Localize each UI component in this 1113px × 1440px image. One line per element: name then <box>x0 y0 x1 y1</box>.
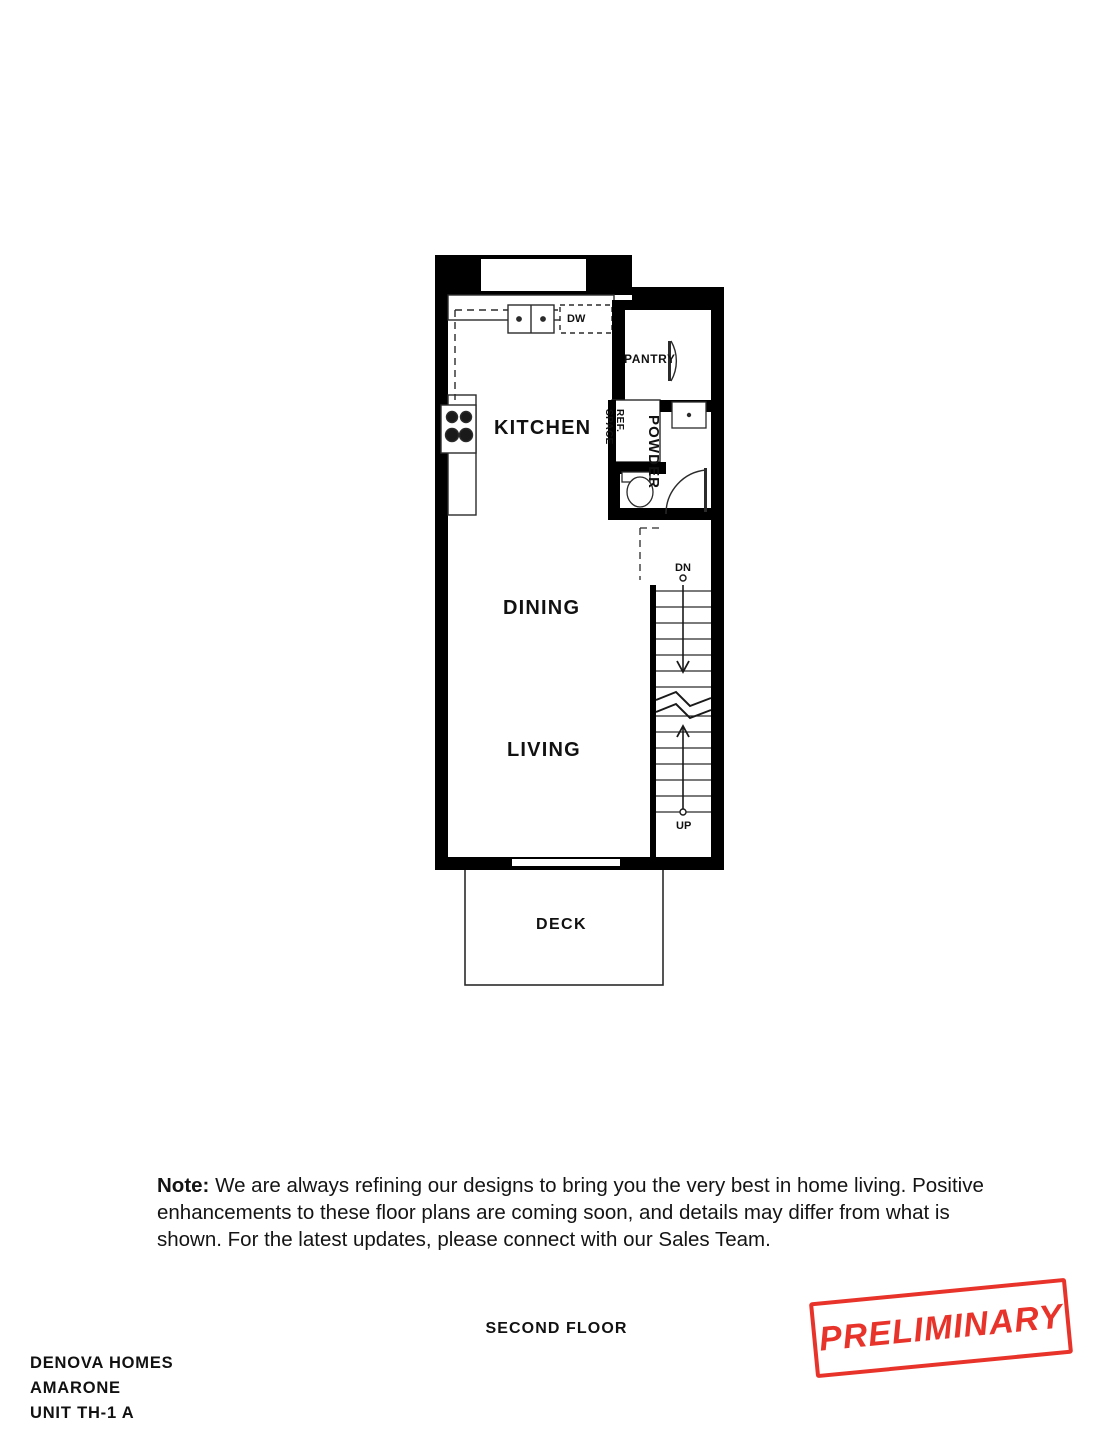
refrigerator-space-line1: REF. <box>614 409 625 433</box>
project-identity <box>30 1351 173 1426</box>
preliminary-stamp <box>809 1278 1073 1378</box>
community-name: AMARONE <box>30 1379 121 1397</box>
unit-name: UNIT TH-1 A <box>30 1404 135 1422</box>
room-label-pantry: PANTRY <box>624 352 676 366</box>
builder-name: DENOVA HOMES <box>30 1354 174 1372</box>
stamp-text: PRELIMINARY <box>817 1296 1065 1359</box>
pantry-partition <box>612 300 711 400</box>
note-body: We are always refining our designs to bring you the very best in home living. Positive enhancements to these floor plans are coming soon, and details may differ from what is shown. For the latest updates, please connect with our Sales Team. <box>157 1174 984 1251</box>
dishwasher-label: DW <box>567 313 586 325</box>
room-label-dining: DINING <box>503 597 581 619</box>
room-label-kitchen: KITCHEN <box>494 417 592 439</box>
room-label-deck: DECK <box>536 916 587 933</box>
note-label: Note: <box>157 1174 210 1197</box>
floor-title: SECOND FLOOR <box>485 1320 628 1337</box>
kitchen-casework <box>441 295 614 515</box>
stair-partition <box>640 528 660 860</box>
stairs-up-label: UP <box>676 820 692 832</box>
refrigerator-space-label <box>603 409 625 445</box>
stairs <box>656 575 711 815</box>
room-label-powder: POWDER <box>645 415 662 490</box>
room-label-living: LIVING <box>507 739 581 761</box>
stairs-down-label: DN <box>675 562 691 574</box>
disclaimer-note <box>157 1172 997 1253</box>
refrigerator-space-line2: SPACE <box>603 409 614 445</box>
